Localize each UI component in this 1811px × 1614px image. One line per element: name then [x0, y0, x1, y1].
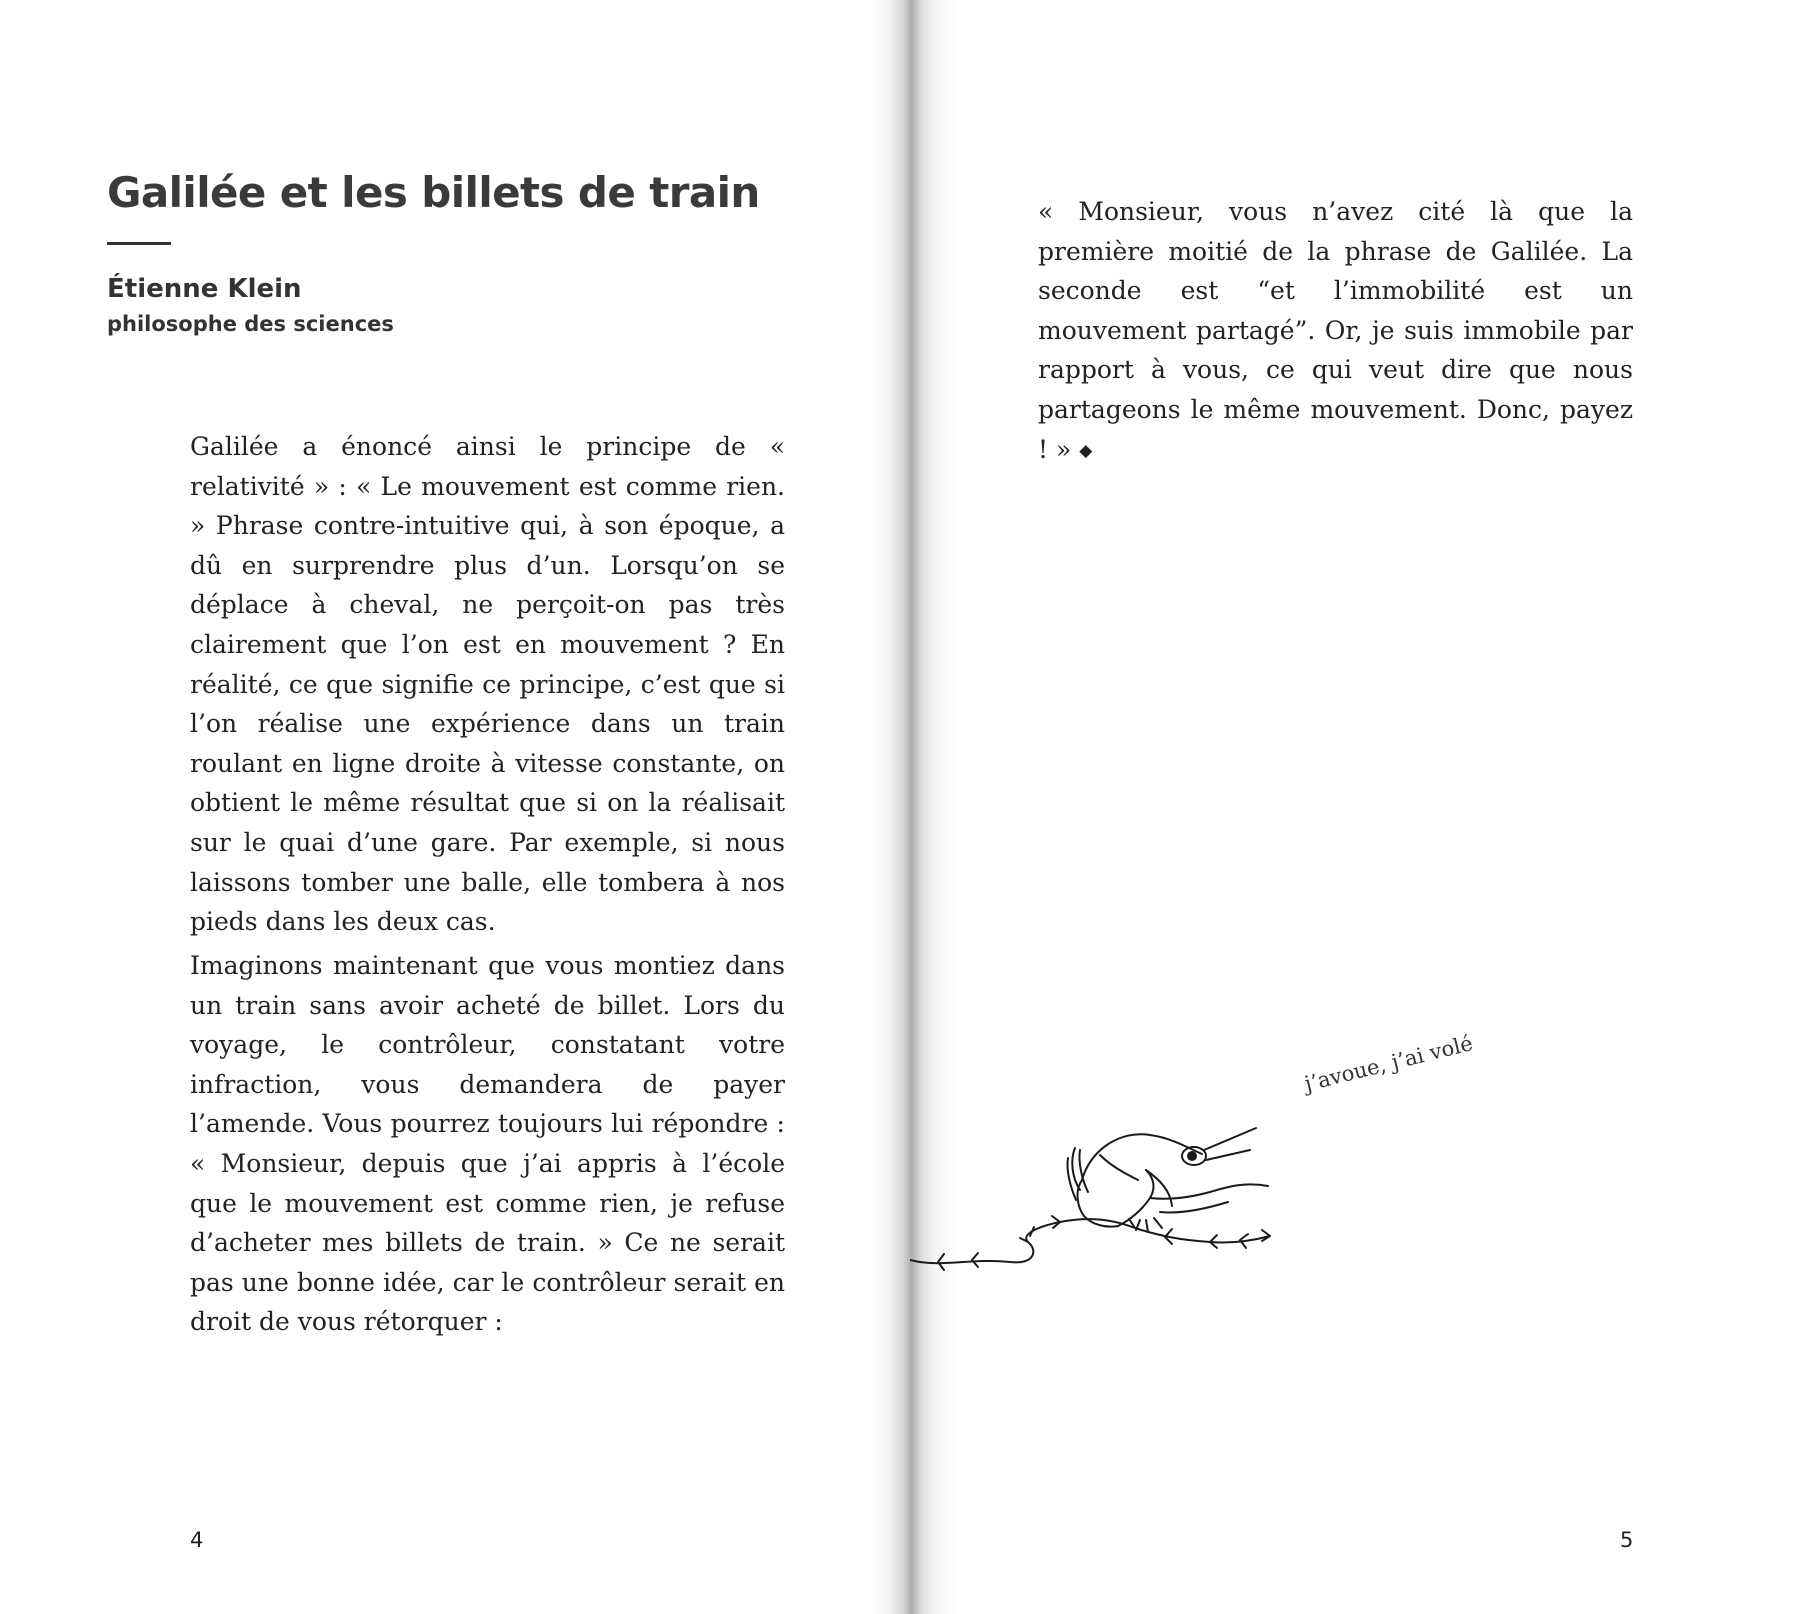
right-page — [920, 0, 1811, 1614]
left-page — [0, 0, 890, 1614]
page-number-right: 5 — [1620, 1528, 1634, 1552]
title-underline — [107, 242, 171, 245]
body-paragraph-1: Galilée a énoncé ainsi le principe de « relativité » : « Le mouvement est comme rien. » Phrase contre-intuitive qui, à son époque, a dû en surprendre plus d’un. Lorsqu’on se déplace à cheval, ne perçoit-on pas très clairement que l’on est en mouvement ? En réalité, ce que signifie ce principe, c’est que si l’on réalise une expérience dans un train roulant en ligne droite à vitesse constante, on obtient le même résultat que si on la réalisait sur le quai d’une gare. Par exemple, si nous laissons tomber une balle, elle tombera à nos pieds dans les deux cas. — [190, 432, 785, 937]
page-number-left: 4 — [190, 1528, 204, 1552]
author-role: philosophe des sciences — [107, 312, 394, 336]
body-paragraph-2: Imaginons maintenant que vous montiez dans un train sans avoir acheté de billet. Lors du voyage, le contrôleur, constatant votre infraction, vous demandera de payer l’amende. Vous pourrez toujours lui répondre : « Monsieur, depuis que j’ai appris à l’école que le mouvement est comme rien, je refuse d’acheter mes billets de train. » Ce ne serait pas une bonne idée, car le contrôleur serait en droit de vous rétorquer : — [190, 951, 785, 1337]
article-title: Galilée et les billets de train — [107, 168, 760, 217]
author-name: Étienne Klein — [107, 274, 302, 304]
illustration-caption: j’avoue, j’ai volé — [1302, 1031, 1476, 1096]
end-of-article-mark: ◆ — [1079, 440, 1093, 461]
body-paragraph-3-text: « Monsieur, vous n’avez cité là que la première moitié de la phrase de Galilée. La seconde est “et l’immobilité est un mouvement partagé”. Or, je suis immobile par rapport à vous, ce qui veut dire que nous partageons le même mouvement. Donc, payez ! » — [1038, 197, 1633, 464]
body-paragraph-3 — [1038, 192, 1633, 471]
